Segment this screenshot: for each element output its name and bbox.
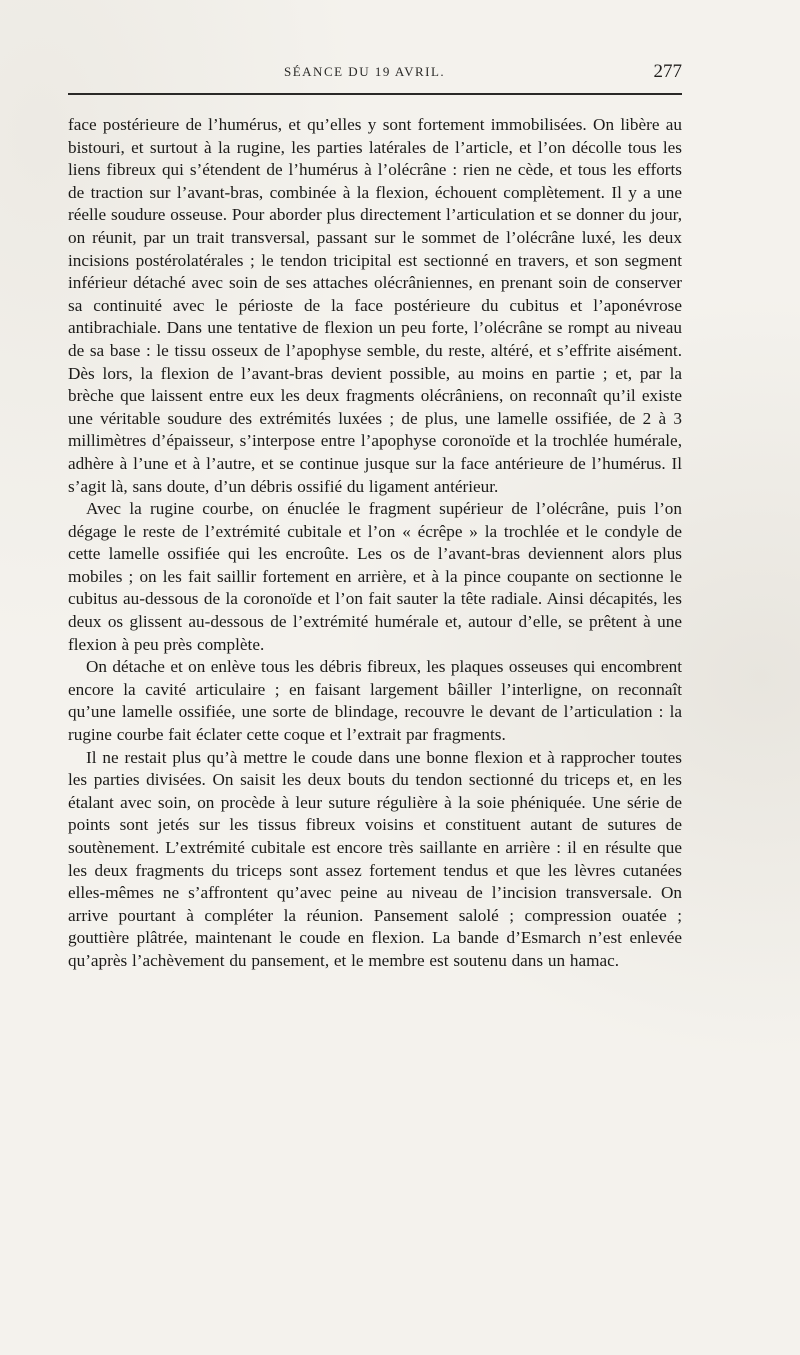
running-head: SÉANCE DU 19 AVRIL.: [284, 64, 446, 79]
paragraph-2: Avec la rugine courbe, on énuclée le fragment supérieur de l’olécrâne, puis l’on dégage le reste de l’extrémité cubitale et l’on « écrêpe » la trochlée et le condyle de cette lamelle ossifiée qui les encroûte. Les os de l’avant-bras deviennent alors plus mobiles ; on les fait saillir fortement en arrière, et à la pince coupante on sectionne le cubitus au-dessous de la coronoïde et l’on fait sauter la tête radiale. Ainsi décapités, les deux os glissent au-dessous de l’extrémité humérale et, autour d’elle, se prêtent à une flexion à peu près complète.: [68, 499, 682, 654]
body-text: [68, 114, 682, 973]
header-rule: [68, 93, 682, 95]
page-number: 277: [653, 61, 682, 82]
paragraph-3: On détache et on enlève tous les débris fibreux, les plaques osseuses qui encombrent encore la cavité articulaire ; en faisant largement bâiller l’interligne, on reconnaît qu’une lamelle ossifiée, une sorte de blindage, recouvre le devant de l’articulation : la rugine courbe fait éclater cette coque et l’extrait par fragments.: [68, 657, 682, 745]
paragraph-1: face postérieure de l’humérus, et qu’elles y sont fortement immobilisées. On libère au bistouri, et surtout à la rugine, les parties latérales de l’article, et l’on décolle tous les liens fibreux qui s’étendent de l’humérus à l’olécrâne : rien ne cède, et tous les efforts de traction sur l’avant-bras, combinée à la flexion, échouent complètement. Il y a une réelle soudure osseuse. Pour aborder plus directement l’articulation et se donner du jour, on réunit, par un trait transversal, passant sur le sommet de l’olécrâne luxé, les deux incisions postérolatérales ; le tendon tricipital est sectionné en travers, et son segment inférieur détaché avec soin de ses attaches olécrâniennes, en prenant soin de conserver sa continuité avec le périoste de la face postérieure du cubitus et l’aponévrose antibrachiale. Dans une tentative de flexion un peu forte, l’olécrâne se rompt au niveau de sa base : le tissu osseux de l’apophyse semble, du reste, altéré, et s’effrite aisément. Dès lors, la flexion de l’avant-bras devient possible, au moins en partie ; et, par la brèche que laissent entre eux les deux fragments olécrâniens, on reconnaît qu’il existe une véritable soudure des extrémités luxées ; de plus, une lamelle ossifiée, de 2 à 3 millimètres d’épaisseur, s’interpose entre l’apophyse coronoïde et la trochlée humérale, adhère à l’une et à l’autre, et se continue jusque sur la face antérieure de l’humérus. Il s’agit là, sans doute, d’un débris ossifié du ligament antérieur.: [68, 115, 682, 496]
paragraph-4: Il ne restait plus qu’à mettre le coude dans une bonne flexion et à rapprocher toutes les parties divisées. On saisit les deux bouts du tendon sectionné du triceps et, en les étalant avec soin, on procède à leur suture régulière à la soie phéniquée. Une série de points sont jetés sur les tissus fibreux voisins et constituent autant de sutures de soutènement. L’extrémité cubitale est encore très saillante en arrière : il en résulte que les deux fragments du triceps sont assez fortement tendus et que les lèvres cutanées elles-mêmes ne s’affrontent qu’avec peine au niveau de l’incision transversale. On arrive pourtant à compléter la réunion. Pansement salolé ; compression ouatée ; gouttière plâtrée, maintenant le coude en flexion. La bande d’Esmarch n’est enlevée qu’après l’achèvement du pansement, et le membre est soutenu dans un hamac.: [68, 747, 682, 970]
page-header: [66, 61, 682, 88]
